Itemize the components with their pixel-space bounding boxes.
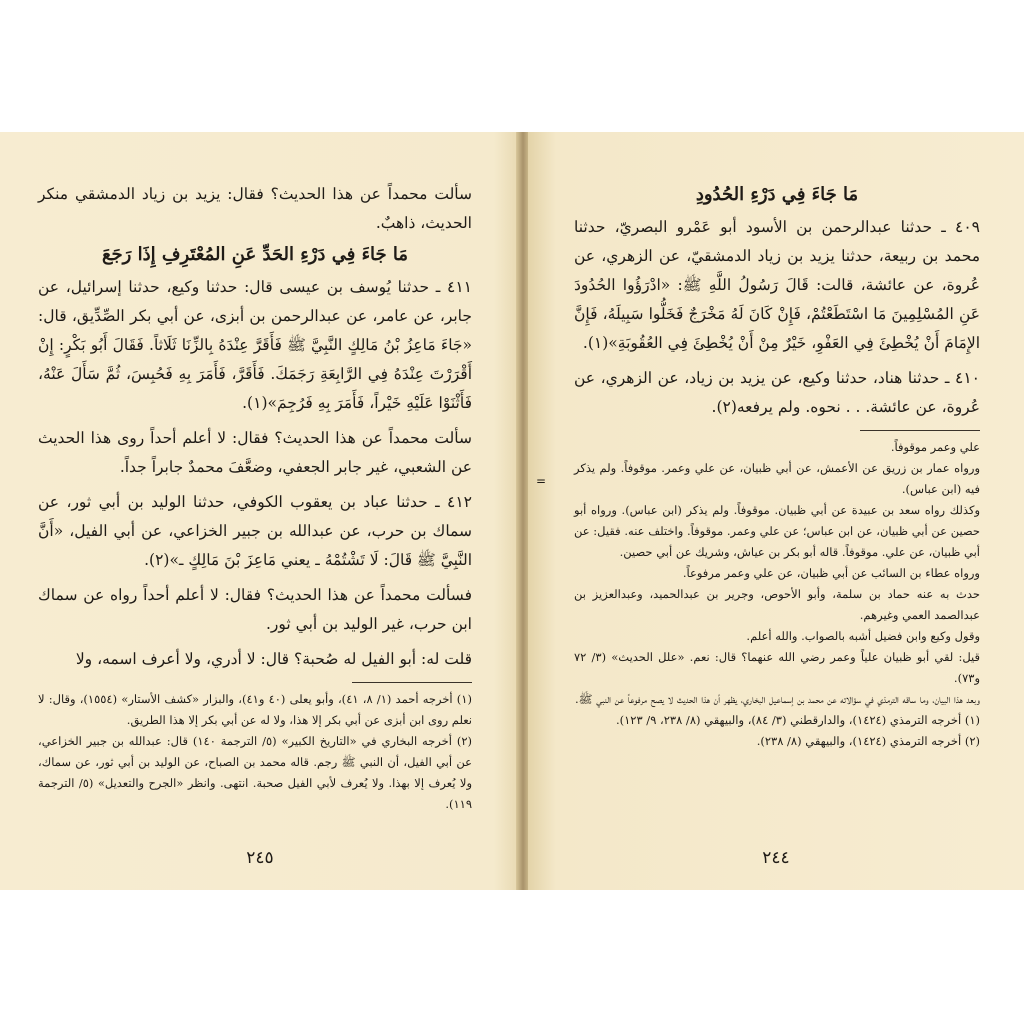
right-footnote-line: ورواه عطاء بن السائب عن أبي ظبيان، عن علي وعمر مرفوعاً. bbox=[682, 566, 980, 580]
right-footnote-1: (١) أخرجه الترمذي (١٤٢٤)، والدارقطني (٣/ ٨٤)، والبيهقي (٨/ ٢٣٨، ٩/ ١٢٣). bbox=[615, 713, 980, 727]
left-paragraph-1: سألت محمداً عن هذا الحديث؟ فقال: يزيد بن زياد الدمشقي منكر الحديث، ذاهبٌ. bbox=[38, 185, 472, 232]
left-paragraph-4: قلت له: أبو الفيل له صُحبة؟ قال: لا أدري، ولا أعرف اسمه، ولا bbox=[75, 650, 472, 668]
right-footnote-2: (٢) أخرجه الترمذي (١٤٢٤)، والبيهقي (٨/ ٢٣٨). bbox=[756, 734, 980, 748]
hadith-410: ٤١٠ ـ حدثنا هناد، حدثنا وكيع، عن يزيد بن زياد، عن الزهري، عن عُروة، عن عائشة. . . نحوه. ولم يرفعه(٢). bbox=[574, 369, 980, 416]
right-footnote-line: وكذلك رواه سعد بن عبيدة عن أبي ظبيان. موقوفاً. ولم يذكر (ابن عباس). ورواه أبو حصين عن أبي ظبيان، عن ابن عباس؛ عن علي وعمر. موقوفاً. واختلف عنه. فقيل: عن أبي ظبيان، عن علي. موقوفاً. قاله أبو بكر بن عياش، وشريك عن أبي حصين. bbox=[574, 503, 980, 559]
left-paragraph-3: فسألت محمداً عن هذا الحديث؟ فقال: لا أعلم أحداً رواه عن سماك ابن حرب، غير الوليد بن أبي ثور. bbox=[38, 586, 472, 633]
left-footnote-2: (٢) أخرجه البخاري في «التاريخ الكبير» (٥/ الترجمة ١٤٠) قال: عبدالله بن جبير الخزاعي، عن أبي الفيل، أن النبي ﷺ رجم. قاله محمد بن الصباح، عن الوليد بن أبي ثور، عن سماك، ولا يُعرف إلا بهذا. ولا يُعرف لأبي الفيل صحبة. انتهى. وانظر «الجرح والتعديل» (٥/ الترجمة ١١٩). bbox=[38, 734, 472, 811]
left-footnote-1: (١) أخرجه أحمد (١/ ٨، ٤١)، وأبو يعلى (٤٠ و٤١)، والبزار «كشف الأستار» (١٥٥٤)، وقال: لا نعلم روى ابن أبزى عن أبي بكر إلا هذا، ولا له عن أبي بكر إلا هذا الطريق. bbox=[38, 692, 472, 727]
right-footnote-line: قيل: لقي أبو ظبيان علياً وعمر رضي الله عنهما؟ قال: نعم. «علل الحديث» (٣/ ٧٢ و٧٣). bbox=[574, 650, 980, 685]
hadith-409: ٤٠٩ ـ حدثنا عبدالرحمن بن الأسود أبو عَمْرو البصريّ، حدثنا محمد بن ربيعة، حدثنا يزيد بن زياد الدمشقيّ، عن الزهري، عن عُروة، عن عائشة، قالت: قَالَ رَسُولُ اللَّهِ ﷺ: «ادْرَؤُوا الحُدُودَ عَنِ المُسْلِمِينَ مَا اسْتَطَعْتُمْ، فَإِنْ كَانَ لَهُ مَخْرَجٌ فَخَلُّوا سَبِيلَهُ، فَإِنَّ الإِمَامَ أَنْ يُخْطِئَ فِي العَفْوِ، خَيْرٌ مِنْ أَنْ يُخْطِئَ فِي العُقُوبَةِ»(١). bbox=[574, 218, 980, 352]
footnote-continuation-marker: = bbox=[536, 474, 547, 488]
hadith-411: ٤١١ ـ حدثنا يُوسف بن عيسى قال: حدثنا وكيع، حدثنا إسرائيل، عن جابر، عن عامر، عن عبدالرحمن بن أبزى، عن أبي بكر الصِّدِّيق، قال: «جَاءَ مَاعِزُ بْنُ مَالِكٍ النَّبِيَّ ﷺ فَأَقَرَّ عِنْدَهُ بِالزِّنَا ثَلَاثاً. فَقَالَ أَبُو بَكْرٍ: إِنْ أَقْرَرْتَ عِنْدَهُ فِي الرَّابِعَةِ رَجَمَكَ. فَأَقَرَّ، فَأَمَرَ بِهِ فَحُبِسَ، ثُمَّ سَأَلَ عَنْهُ، فَأَثْنَوْا عَلَيْهِ خَيْراً، فَأَمَرَ بِهِ فَرُجِمَ»(١). bbox=[38, 278, 472, 412]
right-page-number: ٢٤٤ bbox=[762, 848, 790, 868]
right-footnote-line: وقول وكيع وابن فضيل أشبه بالصواب. والله أعلم. bbox=[746, 629, 980, 643]
right-footnote-line: حدث به عنه حماد بن سلمة، وأبو الأحوص، وجرير بن عبدالحميد، وعبدالعزيز بن عبدالصمد العمي وغيرهم. bbox=[574, 587, 980, 622]
left-section-heading: مَا جَاءَ فِي دَرْءِ الحَدِّ عَنِ المُعْتَرِفِ إِذَا رَجَعَ bbox=[101, 244, 409, 265]
hadith-412: ٤١٢ ـ حدثنا عباد بن يعقوب الكوفي، حدثنا الوليد بن أبي ثور، عن سماك بن حرب، عن عبدالله بن جبير الخزاعي، عن أبي الفيل، «أَنَّ النَّبِيَّ ﷺ قَالَ: لَا تَشْتُمْهُ ـ يعني مَاعِزَ بْنَ مَالِكٍ ـ»(٢). bbox=[38, 493, 472, 569]
left-page bbox=[0, 132, 520, 890]
right-footnote-line: علي وعمر موقوفاً. bbox=[890, 440, 980, 454]
right-footnote-line: ورواه عمار بن زريق عن الأعمش، عن أبي ظبيان، عن علي وعمر. موقوفاً. ولم يذكر فيه (ابن عباس). bbox=[574, 461, 980, 496]
left-paragraph-2: سألت محمداً عن هذا الحديث؟ فقال: لا أعلم أحداً روى هذا الحديث عن الشعبي، غير جابر الجعفي، وضعَّفَ محمدٌ جابراً جداً. bbox=[38, 429, 472, 476]
right-section-heading: مَا جَاءَ فِي دَرْءِ الحُدُودِ bbox=[695, 184, 859, 205]
right-page bbox=[528, 132, 1024, 890]
footnote-divider bbox=[860, 430, 980, 431]
footnote-divider bbox=[352, 682, 472, 683]
right-footnote-line: وبعد هذا البيان، وما ساقه الترمذي في سؤالاته عن محمد بن إسماعيل البخاري، يظهر أن هذا الحديث لا يصح مرفوعاً عن النبي ﷺ. bbox=[574, 692, 980, 706]
left-page-number: ٢٤٥ bbox=[246, 848, 274, 868]
